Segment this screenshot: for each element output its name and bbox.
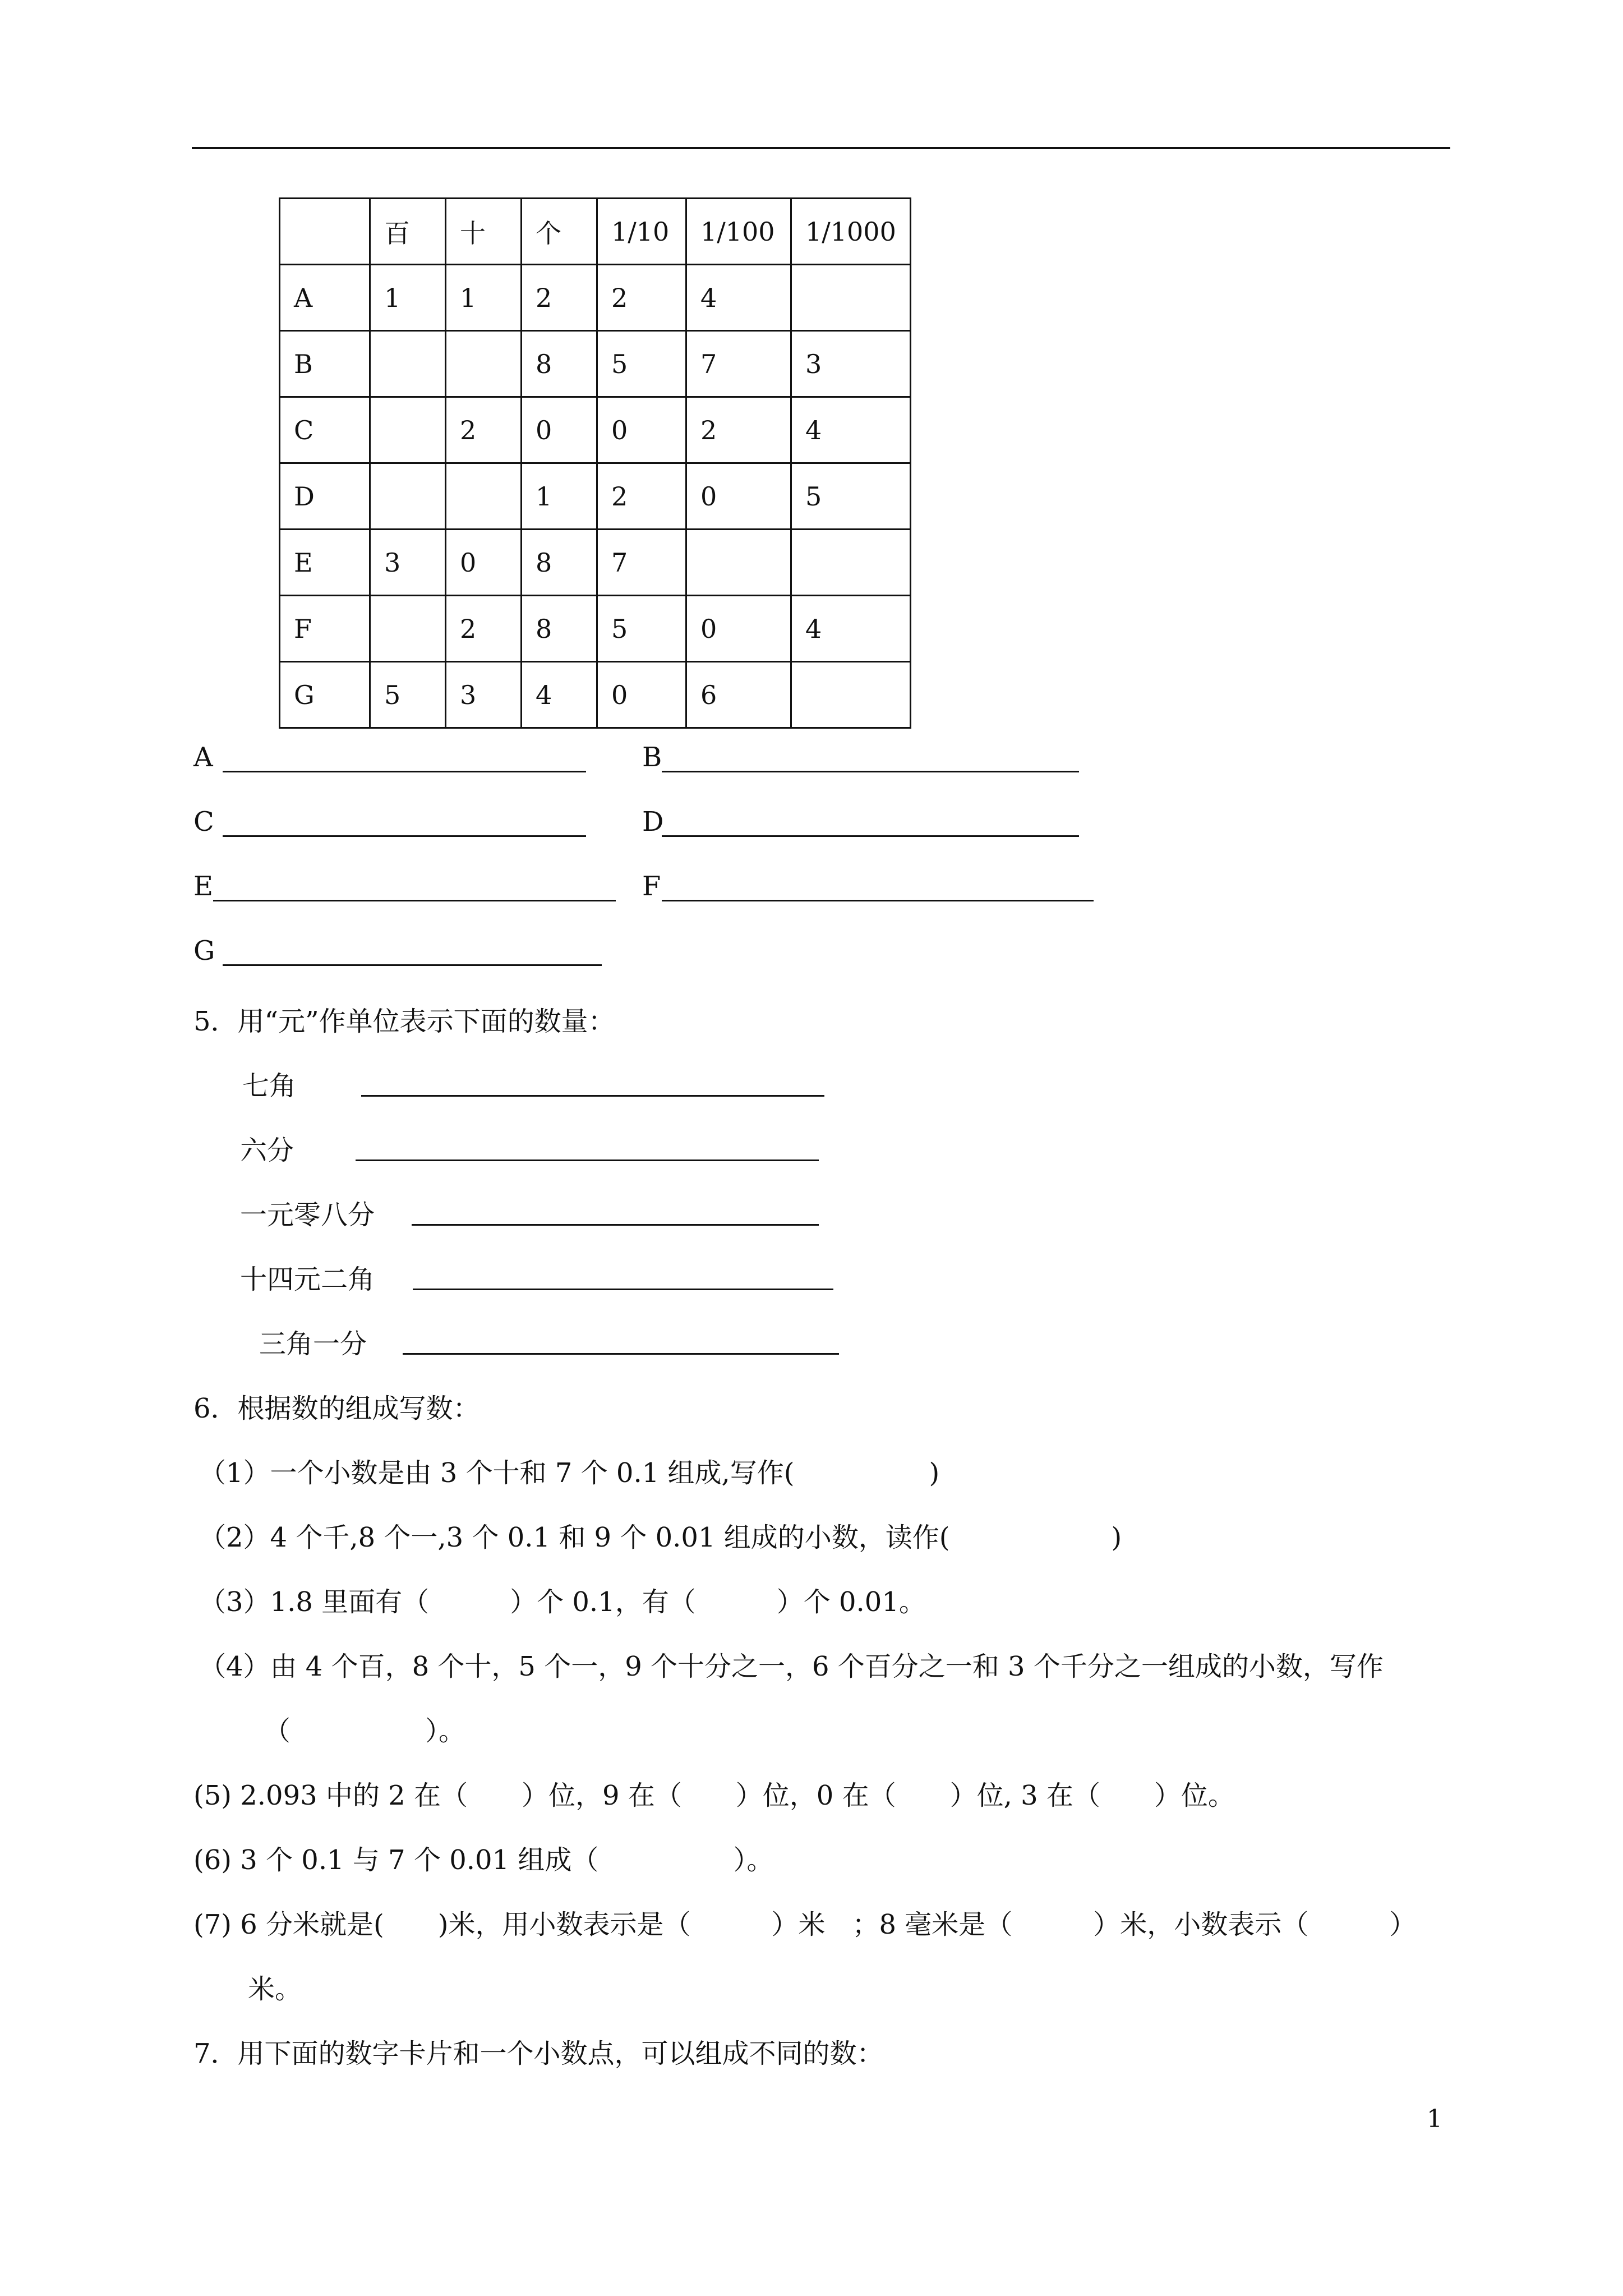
table-cell: B bbox=[280, 331, 370, 397]
answer-label-c: C bbox=[193, 806, 214, 838]
table-cell: 1/10 bbox=[597, 199, 686, 265]
table-cell: 3 bbox=[446, 662, 522, 728]
table-cell: 0 bbox=[522, 397, 597, 463]
answer-line-b[interactable] bbox=[662, 771, 1079, 772]
q5-answer-line[interactable] bbox=[361, 1095, 824, 1097]
table-cell: 1 bbox=[446, 265, 522, 331]
table-cell: 8 bbox=[522, 331, 597, 397]
table-cell: 8 bbox=[522, 596, 597, 662]
q5-item: 三角一分 bbox=[259, 1328, 367, 1360]
answer-label-d: D bbox=[642, 806, 664, 838]
q6-line-1: （1）一个小数是由 3 个十和 7 个 0.1 组成,写作( ) bbox=[199, 1457, 940, 1489]
answer-line-c[interactable] bbox=[223, 835, 586, 837]
answer-line-d[interactable] bbox=[662, 835, 1079, 837]
q6-line-6: (6) 3 个 0.1 与 7 个 0.01 组成（ ）。 bbox=[193, 1844, 774, 1876]
table-cell: 5 bbox=[597, 596, 686, 662]
table-cell: E bbox=[280, 530, 370, 596]
table-cell bbox=[791, 662, 911, 728]
answer-line-g[interactable] bbox=[223, 964, 602, 966]
q5-item: 一元零八分 bbox=[240, 1199, 375, 1231]
table-row bbox=[280, 463, 911, 530]
table-cell: 4 bbox=[522, 662, 597, 728]
table-row bbox=[280, 662, 911, 728]
table-header-row bbox=[280, 199, 911, 265]
table-cell: 7 bbox=[686, 331, 791, 397]
table-cell bbox=[791, 530, 911, 596]
q5-item: 七角 bbox=[242, 1070, 297, 1102]
table-cell: 2 bbox=[446, 596, 522, 662]
table-cell bbox=[446, 331, 522, 397]
table-row bbox=[280, 265, 911, 331]
answer-label-g: G bbox=[193, 935, 215, 967]
table-cell bbox=[791, 265, 911, 331]
q5-item: 六分 bbox=[240, 1135, 294, 1166]
table-cell: 百 bbox=[370, 199, 446, 265]
table-cell: 4 bbox=[791, 596, 911, 662]
table-cell: 2 bbox=[446, 397, 522, 463]
q5-answer-line[interactable] bbox=[403, 1353, 839, 1355]
table-cell: 十 bbox=[446, 199, 522, 265]
table-cell: 1/100 bbox=[686, 199, 791, 265]
answer-line-f[interactable] bbox=[662, 900, 1094, 901]
answer-line-a[interactable] bbox=[223, 771, 586, 772]
table-row bbox=[280, 596, 911, 662]
table-cell: 3 bbox=[370, 530, 446, 596]
table-cell: 5 bbox=[791, 463, 911, 530]
table-cell: 个 bbox=[522, 199, 597, 265]
answer-label-b: B bbox=[642, 742, 662, 773]
q7-title: 7．用下面的数字卡片和一个小数点，可以组成不同的数： bbox=[193, 2038, 884, 2069]
table-cell: 5 bbox=[597, 331, 686, 397]
table-row bbox=[280, 331, 911, 397]
table-cell: 1 bbox=[522, 463, 597, 530]
table-cell bbox=[370, 596, 446, 662]
table-cell bbox=[280, 199, 370, 265]
table-cell: 8 bbox=[522, 530, 597, 596]
table-cell: 2 bbox=[597, 265, 686, 331]
table-cell bbox=[686, 530, 791, 596]
place-value-table bbox=[279, 197, 911, 729]
table-cell: 5 bbox=[370, 662, 446, 728]
q6-title: 6．根据数的组成写数： bbox=[193, 1393, 480, 1424]
table-row bbox=[280, 397, 911, 463]
table-cell bbox=[446, 463, 522, 530]
table-cell bbox=[370, 331, 446, 397]
table-cell: 2 bbox=[597, 463, 686, 530]
table-cell: A bbox=[280, 265, 370, 331]
table-cell: 0 bbox=[686, 463, 791, 530]
answer-label-f: F bbox=[642, 871, 661, 902]
table-cell: 7 bbox=[597, 530, 686, 596]
table-cell: 4 bbox=[686, 265, 791, 331]
q5-answer-line[interactable] bbox=[356, 1159, 819, 1161]
table-cell: 3 bbox=[791, 331, 911, 397]
page-number: 1 bbox=[1427, 2105, 1442, 2133]
table-cell: 2 bbox=[522, 265, 597, 331]
q6-line-7a: (7) 6 分米就是( )米，用小数表示是（ ）米 ；8 毫米是（ ）米，小数表示（ ） bbox=[193, 1909, 1417, 1940]
table-cell: F bbox=[280, 596, 370, 662]
q6-line-4a: （4）由 4 个百，8 个十，5 个一，9 个十分之一，6 个百分之一和 3 个千分之一组成的小数，写作 bbox=[199, 1651, 1384, 1682]
table-cell: C bbox=[280, 397, 370, 463]
q5-item: 十四元二角 bbox=[240, 1264, 375, 1295]
table-cell bbox=[370, 397, 446, 463]
answer-line-e[interactable] bbox=[213, 900, 616, 901]
table-cell bbox=[370, 463, 446, 530]
table-cell: 1 bbox=[370, 265, 446, 331]
table-cell: 6 bbox=[686, 662, 791, 728]
table-cell: 0 bbox=[597, 662, 686, 728]
q6-line-7b: 米。 bbox=[248, 1973, 302, 2005]
table-row bbox=[280, 530, 911, 596]
q6-line-5: (5) 2.093 中的 2 在（ ）位，9 在（ ）位，0 在（ ）位, 3 在（ ）位。 bbox=[193, 1780, 1235, 1811]
q5-answer-line[interactable] bbox=[413, 1289, 833, 1290]
q5-answer-line[interactable] bbox=[412, 1224, 819, 1226]
q6-line-4b: （ ）。 bbox=[264, 1715, 466, 1747]
q6-line-3: （3）1.8 里面有（ ）个 0.1，有（ ）个 0.01。 bbox=[199, 1586, 926, 1618]
table-cell: 1/1000 bbox=[791, 199, 911, 265]
table-cell: 0 bbox=[446, 530, 522, 596]
table-cell: G bbox=[280, 662, 370, 728]
header-rule bbox=[192, 147, 1450, 149]
answer-label-a: A bbox=[193, 742, 213, 773]
table-cell: D bbox=[280, 463, 370, 530]
q5-title: 5．用“元”作单位表示下面的数量： bbox=[193, 1006, 615, 1037]
table-cell: 2 bbox=[686, 397, 791, 463]
answer-label-e: E bbox=[193, 871, 214, 902]
q6-line-2: （2）4 个千,8 个一,3 个 0.1 和 9 个 0.01 组成的小数，读作( ) bbox=[199, 1522, 1122, 1553]
table-cell: 4 bbox=[791, 397, 911, 463]
table-cell: 0 bbox=[597, 397, 686, 463]
table-cell: 0 bbox=[686, 596, 791, 662]
